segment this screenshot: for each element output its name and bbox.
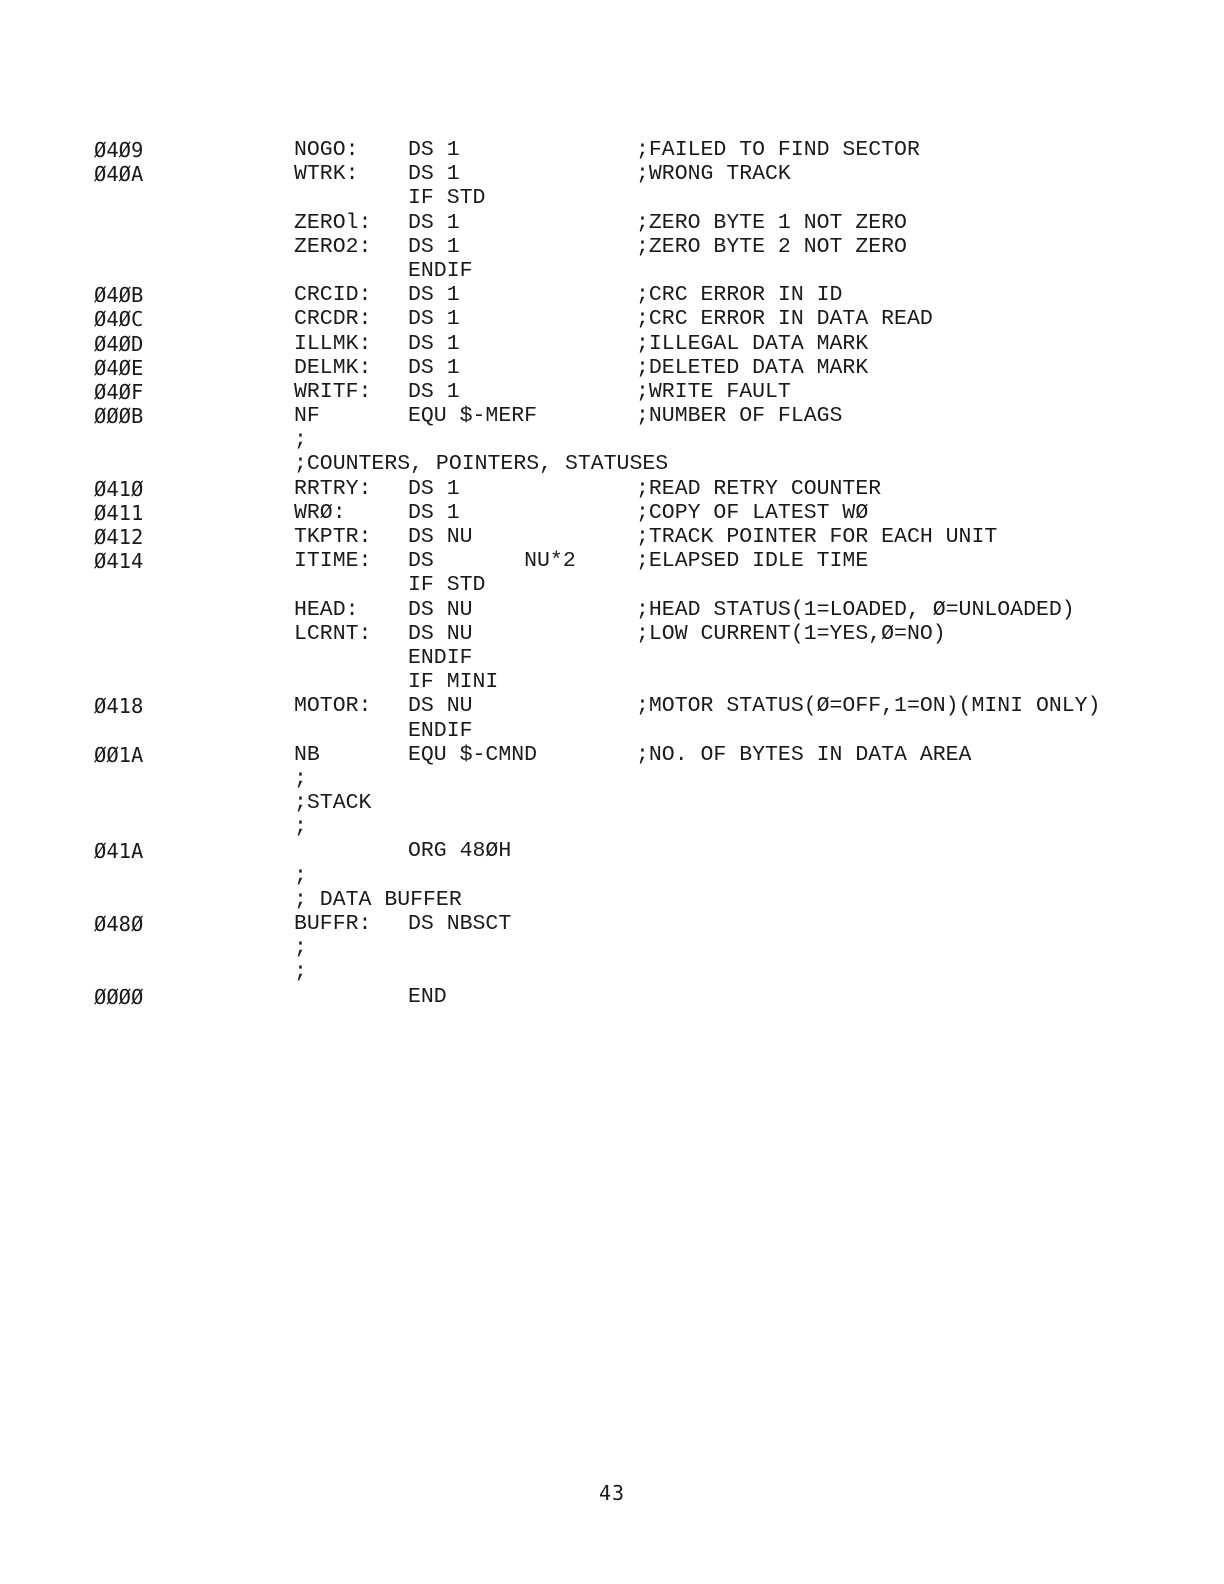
line-operation: DS 1 [408, 234, 460, 259]
line-address: Ø4ØF [94, 379, 144, 404]
line-label: ;STACK [294, 791, 372, 816]
line-address: Ø4ØD [94, 331, 144, 356]
listing-line [0, 356, 1224, 380]
line-address: Ø41Ø [94, 476, 144, 501]
assembly-listing [0, 138, 1224, 1009]
listing-line [0, 839, 1224, 863]
listing-line [0, 501, 1224, 525]
line-address: Ø4Ø9 [94, 138, 144, 162]
line-label: HEAD: [294, 597, 359, 622]
listing-line [0, 573, 1224, 597]
line-label: LCRNT: [294, 621, 372, 646]
line-label: RRTRY: [294, 476, 372, 501]
line-operation: ENDIF [408, 645, 473, 670]
line-address: Ø48Ø [94, 912, 144, 936]
line-label: ZEROl: [294, 210, 372, 235]
line-operation: DS 1 [408, 210, 460, 235]
line-comment: ;HEAD STATUS(1=LOADED, Ø=UNLOADED) [636, 597, 1075, 622]
line-comment: ;LOW CURRENT(1=YES,Ø=NO) [636, 621, 946, 646]
line-label: ; [294, 766, 307, 791]
line-operation: DS NBSCT [408, 912, 512, 936]
listing-line [0, 791, 1224, 815]
line-address: Ø414 [94, 549, 144, 574]
line-operation: EQU $-CMND [408, 742, 538, 767]
listing-line [0, 912, 1224, 936]
listing-line [0, 428, 1224, 452]
line-operation: DS 1 [408, 500, 460, 525]
listing-line [0, 815, 1224, 839]
line-comment: ;CRC ERROR IN DATA READ [636, 307, 933, 332]
line-comment: ;READ RETRY COUNTER [636, 476, 882, 501]
line-label: ;COUNTERS, POINTERS, STATUSES [294, 452, 669, 477]
line-operation: END [408, 984, 447, 1009]
line-operation: IF STD [408, 186, 486, 211]
line-operation: DS 1 [408, 331, 460, 356]
line-operation: DS NU [408, 694, 473, 719]
line-label: DELMK: [294, 355, 372, 380]
line-address: Ø4ØA [94, 162, 144, 187]
listing-line [0, 332, 1224, 356]
line-address: Ø4ØE [94, 355, 144, 380]
line-address: ØØ1A [94, 742, 144, 767]
listing-line [0, 162, 1224, 186]
line-comment: ;FAILED TO FIND SECTOR [636, 138, 920, 162]
line-label: ; [294, 936, 307, 961]
line-label: CRCDR: [294, 307, 372, 332]
line-operation: EQU $-MERF [408, 404, 538, 429]
line-operation: IF STD [408, 573, 486, 598]
listing-line [0, 452, 1224, 476]
line-comment: ;TRACK POINTER FOR EACH UNIT [636, 525, 998, 549]
line-label: CRCID: [294, 283, 372, 308]
line-comment: ;WRITE FAULT [636, 379, 791, 404]
listing-line [0, 598, 1224, 622]
line-operation: IF MINI [408, 670, 499, 695]
line-operation: DS 1 [408, 283, 460, 308]
listing-line [0, 960, 1224, 984]
line-label: ITIME: [294, 549, 372, 574]
listing-line [0, 646, 1224, 670]
line-address: Ø41A [94, 839, 144, 864]
line-comment: ;ILLEGAL DATA MARK [636, 331, 869, 356]
listing-line [0, 864, 1224, 888]
listing-line [0, 549, 1224, 573]
line-label: MOTOR: [294, 694, 372, 719]
line-label: ; [294, 960, 307, 985]
line-address: Ø411 [94, 500, 144, 525]
line-label: WRØ: [294, 500, 346, 525]
line-label: ; [294, 815, 307, 840]
line-address: Ø4ØC [94, 307, 144, 332]
line-comment: ;CRC ERROR IN ID [636, 283, 843, 308]
line-operation: DS 1 [408, 307, 460, 332]
listing-line [0, 259, 1224, 283]
line-comment: ;ELAPSED IDLE TIME [636, 549, 869, 574]
line-label: WRITF: [294, 379, 372, 404]
listing-line [0, 767, 1224, 791]
line-comment: ;DELETED DATA MARK [636, 355, 869, 380]
line-operation: DS NU [408, 597, 473, 622]
line-label: NOGO: [294, 138, 359, 162]
listing-line [0, 380, 1224, 404]
line-label: ILLMK: [294, 331, 372, 356]
line-address: Ø412 [94, 525, 144, 549]
line-label: ; DATA BUFFER [294, 887, 462, 912]
line-label: BUFFR: [294, 912, 372, 936]
listing-line [0, 404, 1224, 428]
line-comment: ;NO. OF BYTES IN DATA AREA [636, 742, 972, 767]
listing-line [0, 138, 1224, 162]
line-operation: DS 1 [408, 379, 460, 404]
listing-line [0, 235, 1224, 259]
listing-line [0, 477, 1224, 501]
line-address: ØØØB [94, 404, 144, 429]
line-operation: DS 1 [408, 476, 460, 501]
line-label: NF [294, 404, 320, 429]
line-address: ØØØØ [94, 984, 144, 1009]
line-address: Ø4ØB [94, 283, 144, 308]
line-comment: ;COPY OF LATEST WØ [636, 500, 869, 525]
listing-line [0, 307, 1224, 331]
line-comment: ;ZERO BYTE 1 NOT ZERO [636, 210, 907, 235]
line-operation: DS NU*2 [408, 549, 576, 574]
line-comment: ;NUMBER OF FLAGS [636, 404, 843, 429]
line-label: ; [294, 863, 307, 888]
line-label: ZERO2: [294, 234, 372, 259]
line-operation: DS 1 [408, 138, 460, 162]
listing-line [0, 743, 1224, 767]
line-label: NB [294, 742, 320, 767]
line-comment: ;MOTOR STATUS(Ø=OFF,1=ON)(MINI ONLY) [636, 694, 1101, 719]
line-operation: ORG 48ØH [408, 839, 512, 864]
listing-line [0, 888, 1224, 912]
line-comment: ;ZERO BYTE 2 NOT ZERO [636, 234, 907, 259]
line-operation: DS NU [408, 525, 473, 549]
line-label: WTRK: [294, 162, 359, 187]
line-address: Ø418 [94, 694, 144, 719]
listing-line [0, 670, 1224, 694]
line-operation: DS 1 [408, 355, 460, 380]
listing-line [0, 622, 1224, 646]
line-operation: DS 1 [408, 162, 460, 187]
line-operation: ENDIF [408, 718, 473, 743]
listing-line [0, 719, 1224, 743]
page-number: 43 [598, 1481, 626, 1505]
line-label: TKPTR: [294, 525, 372, 549]
line-operation: DS NU [408, 621, 473, 646]
line-label: ; [294, 428, 307, 453]
line-operation: ENDIF [408, 258, 473, 283]
listing-line [0, 985, 1224, 1009]
listing-line [0, 936, 1224, 960]
listing-line [0, 283, 1224, 307]
line-comment: ;WRONG TRACK [636, 162, 791, 187]
listing-line [0, 186, 1224, 210]
listing-line [0, 525, 1224, 549]
listing-line [0, 211, 1224, 235]
listing-line [0, 694, 1224, 718]
